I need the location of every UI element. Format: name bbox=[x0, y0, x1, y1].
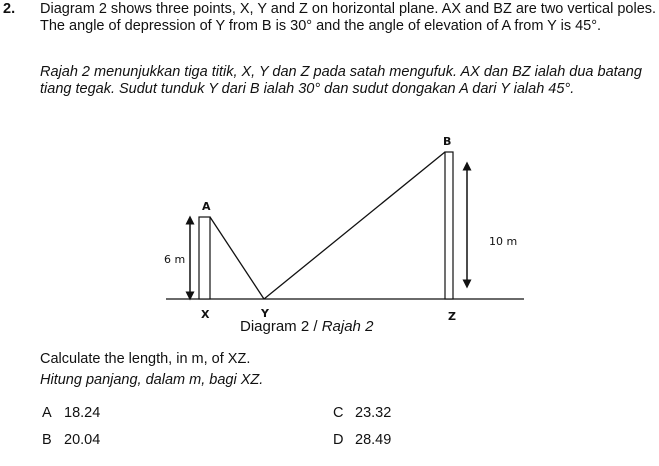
option-letter: B bbox=[42, 432, 52, 448]
label-a: A bbox=[202, 200, 211, 213]
option-d[interactable] bbox=[333, 432, 391, 449]
option-value: 28.49 bbox=[355, 432, 392, 448]
pole-bz bbox=[445, 152, 453, 299]
option-letter: C bbox=[333, 405, 344, 421]
pole-ax bbox=[199, 217, 210, 299]
question-text-english: Diagram 2 shows three points, X, Y and Z on horizontal plane. AX and BZ are two vertical poles. The angle of depression of Y from B is 30° and the angle of elevation of A from Y is 45°. bbox=[40, 1, 657, 34]
question-number: 2. bbox=[3, 1, 16, 17]
option-letter: D bbox=[333, 432, 344, 448]
label-b: B bbox=[443, 135, 452, 148]
ask-malay: Hitung panjang, dalam m, bagi XZ. bbox=[40, 372, 264, 388]
option-c[interactable] bbox=[333, 405, 391, 422]
option-b[interactable] bbox=[42, 432, 100, 449]
caption-malay: Rajah 2 bbox=[321, 318, 374, 335]
diagram-caption bbox=[240, 318, 373, 335]
line-yb bbox=[264, 152, 445, 299]
line-ay bbox=[210, 217, 264, 299]
option-value: 23.32 bbox=[355, 405, 392, 421]
option-value: 20.04 bbox=[64, 432, 101, 448]
caption-english: Diagram 2 / bbox=[240, 318, 322, 335]
option-value: 18.24 bbox=[64, 405, 101, 421]
question-text-malay: Rajah 2 menunjukkan tiga titik, X, Y dan Z pada satah mengufuk. AX dan BZ ialah dua batang tiang tegak. Sudut tunduk Y dari B ialah 30° dan sudut dongakan A dari Y ialah 45°. bbox=[40, 64, 642, 97]
ask-english: Calculate the length, in m, of XZ. bbox=[40, 351, 251, 367]
option-letter: A bbox=[42, 405, 52, 421]
label-10m: 10 m bbox=[489, 235, 518, 248]
label-z: Z bbox=[448, 310, 456, 323]
option-a[interactable] bbox=[42, 405, 100, 422]
label-y: Y bbox=[261, 307, 269, 320]
label-x: X bbox=[201, 308, 210, 321]
label-6m: 6 m bbox=[164, 253, 186, 266]
